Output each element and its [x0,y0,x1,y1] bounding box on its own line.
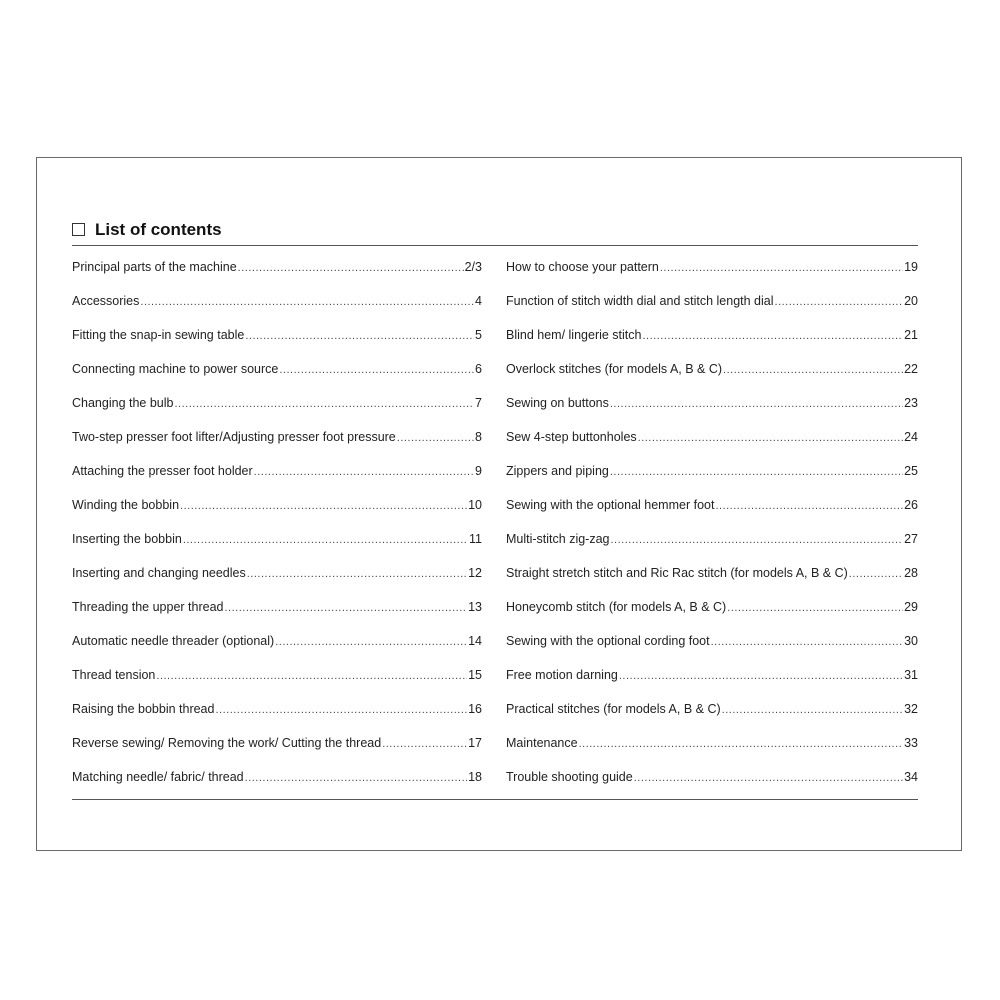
dot-leader [660,259,903,277]
contents-entry [506,428,918,462]
contents-entry [506,700,918,734]
dot-leader [638,429,903,447]
entry-page-number: 13 [468,600,482,614]
entry-label: Straight stretch stitch and Ric Rac stitch (for models A, B & C) [506,566,848,580]
entry-page-number: 29 [904,600,918,614]
entry-page-number: 34 [904,770,918,784]
entry-label: Two-step presser foot lifter/Adjusting presser foot pressure [72,430,396,444]
entry-page-number: 8 [475,430,482,444]
entry-label: Multi-stitch zig-zag [506,532,610,546]
contents-entry [506,292,918,326]
contents-entry [72,632,482,666]
contents-entry [72,734,482,768]
entry-page-number: 27 [904,532,918,546]
dot-leader [722,701,903,719]
entry-page-number: 7 [475,396,482,410]
contents-entry [72,326,482,360]
dot-leader [156,667,467,685]
entry-label: Inserting the bobbin [72,532,182,546]
contents-entry [506,360,918,394]
dot-leader [247,565,467,583]
dot-leader [382,735,467,753]
entry-label: Connecting machine to power source [72,362,279,376]
entry-label: Principal parts of the machine [72,260,237,274]
contents-entry [506,768,918,802]
dot-leader [619,667,903,685]
contents-entry [506,462,918,496]
dot-leader [715,497,903,515]
contents-entry [72,462,482,496]
entry-label: Maintenance [506,736,578,750]
contents-entry [72,768,482,802]
contents-entry [506,734,918,768]
dot-leader [183,531,468,549]
dot-leader [711,633,903,651]
contents-entry [72,700,482,734]
dot-leader [279,361,474,379]
entry-label: Fitting the snap-in sewing table [72,328,245,342]
contents-entry [506,496,918,530]
entry-page-number: 15 [468,668,482,682]
contents-entry [506,564,918,598]
entry-label: Inserting and changing needles [72,566,246,580]
entry-page-number: 21 [904,328,918,342]
dot-leader [180,497,467,515]
contents-entry [506,326,918,360]
entry-label: Sewing with the optional hemmer foot [506,498,715,512]
entry-page-number: 24 [904,430,918,444]
contents-entry [506,394,918,428]
contents-entry [72,564,482,598]
entry-page-number: 28 [904,566,918,580]
entry-label: How to choose your pattern [506,260,659,274]
entry-label: Automatic needle threader (optional) [72,634,275,648]
contents-header [72,220,918,246]
dot-leader [225,599,468,617]
entry-page-number: 22 [904,362,918,376]
entry-page-number: 32 [904,702,918,716]
dot-leader [634,769,903,787]
dot-leader [642,327,903,345]
contents-entry [72,292,482,326]
entry-label: Overlock stitches (for models A, B & C) [506,362,723,376]
entry-label: Practical stitches (for models A, B & C) [506,702,721,716]
entry-page-number: 9 [475,464,482,478]
contents-entry [72,394,482,428]
contents-entry [506,258,918,292]
contents-entry [72,666,482,700]
entry-page-number: 4 [475,294,482,308]
entry-label: Attaching the presser foot holder [72,464,253,478]
entry-label: Winding the bobbin [72,498,180,512]
dot-leader [727,599,903,617]
dot-leader [723,361,903,379]
entry-label: Free motion darning [506,668,618,682]
dot-leader [245,327,474,345]
dot-leader [579,735,904,753]
entry-page-number: 6 [475,362,482,376]
contents-entry [506,632,918,666]
contents-entry [506,666,918,700]
entry-page-number: 11 [469,532,482,546]
dot-leader [245,769,467,787]
entry-page-number: 17 [468,736,482,750]
contents-column-right [506,258,918,802]
dot-leader [610,463,903,481]
entry-page-number: 16 [468,702,482,716]
entry-label: Reverse sewing/ Removing the work/ Cutting the thread [72,736,382,750]
dot-leader [610,395,903,413]
entry-label: Sew 4-step buttonholes [506,430,637,444]
dot-leader [215,701,467,719]
entry-page-number: 18 [468,770,482,784]
footer-divider [72,799,918,800]
entry-page-number: 20 [904,294,918,308]
contents-column-left [72,258,482,802]
entry-page-number: 25 [904,464,918,478]
dot-leader [238,259,464,277]
entry-page-number: 14 [468,634,482,648]
entry-page-number: 19 [904,260,918,274]
checkbox-square-icon [72,223,85,236]
entry-page-number: 5 [475,328,482,342]
entry-label: Function of stitch width dial and stitch length dial [506,294,774,308]
contents-entry [506,598,918,632]
entry-label: Zippers and piping [506,464,609,478]
entry-label: Accessories [72,294,140,308]
entry-page-number: 26 [904,498,918,512]
entry-label: Trouble shooting guide [506,770,633,784]
entry-page-number: 12 [468,566,482,580]
contents-entry [506,530,918,564]
entry-label: Blind hem/ lingerie stitch [506,328,642,342]
dot-leader [174,395,474,413]
dot-leader [254,463,474,481]
entry-label: Threading the upper thread [72,600,224,614]
entry-label: Thread tension [72,668,156,682]
entry-page-number: 10 [468,498,482,512]
page-title: List of contents [95,220,222,239]
contents-entry [72,530,482,564]
entry-label: Matching needle/ fabric/ thread [72,770,244,784]
contents-entry [72,258,482,292]
dot-leader [275,633,467,651]
entry-label: Changing the bulb [72,396,174,410]
dot-leader [775,293,904,311]
entry-label: Raising the bobbin thread [72,702,215,716]
entry-page-number: 30 [904,634,918,648]
contents-entry [72,360,482,394]
entry-page-number: 2/3 [464,260,482,274]
entry-label: Sewing on buttons [506,396,609,410]
contents-entry [72,428,482,462]
dot-leader [140,293,474,311]
dot-leader [397,429,474,447]
contents-entry [72,496,482,530]
entry-page-number: 23 [904,396,918,410]
entry-label: Honeycomb stitch (for models A, B & C) [506,600,727,614]
entry-label: Sewing with the optional cording foot [506,634,710,648]
dot-leader [611,531,904,549]
dot-leader [849,565,903,583]
entry-page-number: 31 [904,668,918,682]
contents-entry [72,598,482,632]
entry-page-number: 33 [904,736,918,750]
